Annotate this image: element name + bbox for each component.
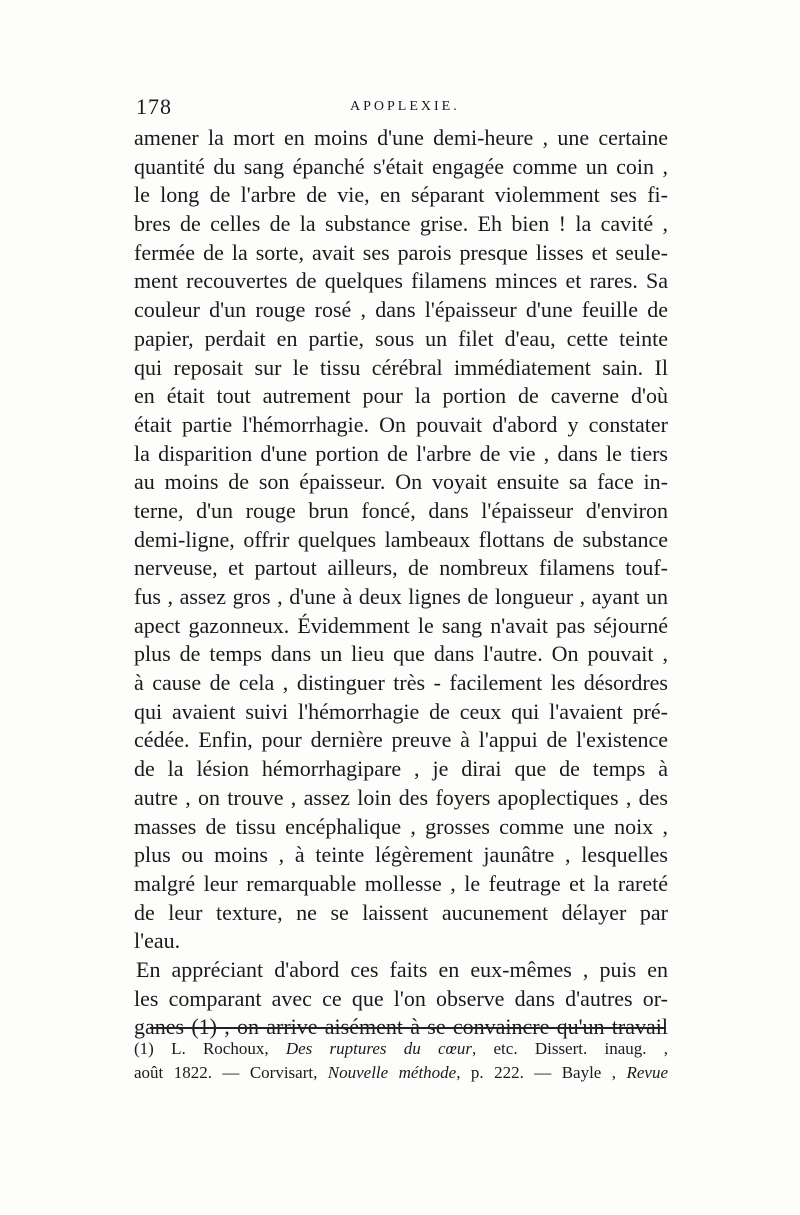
text-line: qui avaient suivi l'hémorrhagie de ceux qui l'avaient pré- <box>134 698 668 724</box>
footnote-divider <box>150 1027 666 1029</box>
text-line: au moins de son épaisseur. On voyait ensuite sa face in- <box>134 469 668 495</box>
text-line: apect gazonneux. Évidemment le sang n'avait pas séjourné <box>134 612 668 638</box>
text-line: à cause de cela , distinguer très - facilement les désordres <box>134 670 668 696</box>
text-line: cédée. Enfin, pour dernière preuve à l'appui de l'existence <box>134 727 668 753</box>
text-line: couleur d'un rouge rosé , dans l'épaisseur d'une feuille de <box>134 297 668 323</box>
text-line: en était tout autrement pour la portion de caverne d'où <box>134 383 668 409</box>
text-line: le long de l'arbre de vie, en séparant violemment ses fi- <box>134 182 668 208</box>
page-header <box>136 94 668 118</box>
text-line: de la lésion hémorrhagipare , je dirai que de temps à <box>134 756 668 782</box>
text-line: ment recouvertes de quelques filamens minces et rares. Sa <box>134 268 668 294</box>
text-line: de leur texture, ne se laissent aucunement délayer par <box>134 899 668 925</box>
text-line: demi-ligne, offrir quelques lambeaux flottans de substance <box>134 526 668 552</box>
text-line: quantité du sang épanché s'était engagée comme un coin , <box>134 153 668 179</box>
footnote-text: , etc. Dissert. inaug. , <box>472 1039 668 1058</box>
running-title: APOPLEXIE. <box>350 99 460 114</box>
footnote-text: août 1822. — Corvisart, <box>134 1063 328 1082</box>
footnote-line-1 <box>134 1037 668 1061</box>
text-line: la disparition d'une portion de l'arbre de vie , dans le tiers <box>134 440 668 466</box>
footnote-text: , p. 222. — Bayle , <box>456 1063 627 1082</box>
footnote <box>134 1037 668 1085</box>
body-text <box>134 124 668 1042</box>
text-line: malgré leur remarquable mollesse , le feutrage et la rareté <box>134 870 668 896</box>
text-line: plus de temps dans un lieu que dans l'autre. On pouvait , <box>134 641 668 667</box>
text-line: terne, d'un rouge brun foncé, dans l'épaisseur d'environ <box>134 497 668 523</box>
text-line: qui reposait sur le tissu cérébral immédiatement sain. Il <box>134 354 668 380</box>
page-number: 178 <box>136 94 172 119</box>
text-line: nerveuse, et partout ailleurs, de nombreux filamens touf- <box>134 555 668 581</box>
text-line: était partie l'hémorrhagie. On pouvait d'abord y constater <box>134 411 668 437</box>
text-line: plus ou moins , à teinte légèrement jaunâtre , lesquelles <box>134 842 668 868</box>
footnote-title: Revue <box>626 1063 668 1082</box>
footnote-text: (1) L. Rochoux, <box>134 1039 286 1058</box>
footnote-title: Des ruptures du cœur <box>285 1039 473 1058</box>
text-line: masses de tissu encéphalique , grosses comme une noix , <box>134 813 668 839</box>
text-line: papier, perdait en partie, sous un filet d'eau, cette teinte <box>134 325 668 351</box>
footnote-title: Nouvelle méthode <box>327 1063 457 1082</box>
text-line: amener la mort en moins d'une demi-heure , une certaine <box>134 125 668 150</box>
text-line: fus , assez gros , d'une à deux lignes de longueur , ayant un <box>134 584 668 609</box>
text-line: fermée de la sorte, avait ses parois presque lisses et seule- <box>134 239 668 265</box>
text-line: bres de celles de la substance grise. Eh bien ! la cavité , <box>134 211 668 237</box>
text-line: les comparant avec ce que l'on observe dans d'autres or- <box>134 985 668 1011</box>
text-line: autre , on trouve , assez loin des foyers apoplectiques , des <box>134 784 668 810</box>
footnote-line-2 <box>134 1061 668 1085</box>
text-line-paragraph-start: En appréciant d'abord ces faits en eux-mêmes , puis en <box>136 956 668 982</box>
text-line-paragraph-end: l'eau. <box>134 928 181 954</box>
text-line: ganes (1) , on arrive aisément à se convaincre qu'un travail <box>134 1014 668 1040</box>
